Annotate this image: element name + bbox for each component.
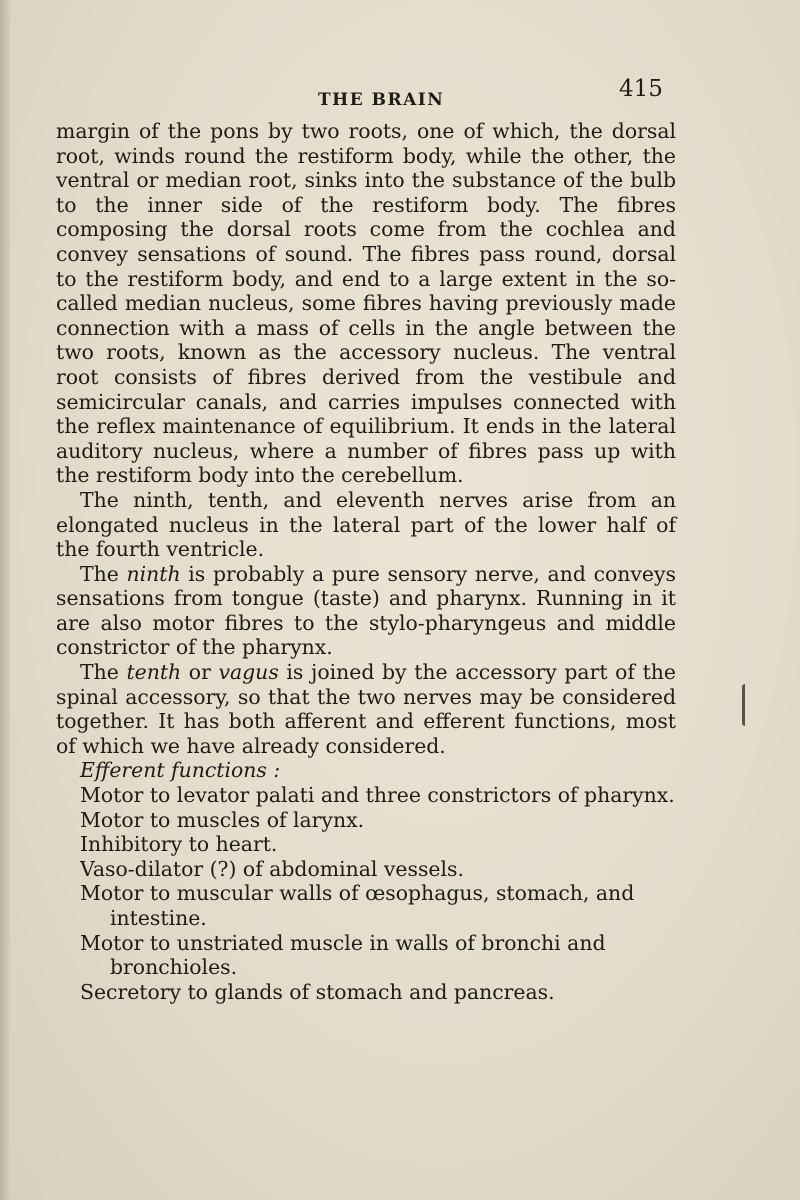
paragraph-auditory-roots: margin of the pons by two roots, one of which, the dorsal root, winds round the restiform body, while the other, the ventral or median root, sinks into the substance of the bulb to the inner side of the restiform body. The fibres composing the dorsal roots come from the cochlea and convey sensations of sound. The fibres pass round, dorsal to the restiform body, and end to a large extent in the so-called median nucleus, some fibres having previously made connection with a mass of cells in the angle between the two roots, known as the accessory nucleus. The ventral root consists of fibres derived from the vestibule and semicircular canals, and carries impulses connected with the reflex maintenance of equilibrium. It ends in the lateral auditory nucleus, where a number of fibres pass up with the restiform body into the cerebellum. <box>56 119 676 488</box>
efferent-functions-list <box>56 783 676 1004</box>
italic-term-tenth: tenth <box>126 660 182 685</box>
paragraph-tenth-nerve <box>56 660 676 758</box>
italic-term-ninth: ninth <box>126 561 181 586</box>
page-header <box>0 76 800 116</box>
margin-bracket-mark <box>742 684 755 726</box>
text-run: is joined by the accessory part of the spinal accessory, so that the two nerves may be considered together. It has both afferent and efferent functions, most of which we have already considered. <box>56 660 676 758</box>
list-item: Motor to muscular walls of œsophagus, stomach, and intestine. <box>80 881 635 930</box>
body-text <box>56 119 676 1004</box>
text-run: The <box>80 561 127 586</box>
page-number: 415 <box>619 76 663 102</box>
page-binding-edge <box>0 0 10 1200</box>
efferent-functions-heading: Efferent functions : <box>80 758 281 783</box>
list-item: Motor to muscles of larynx. <box>80 807 365 832</box>
list-item: Vaso-dilator (?) of abdominal vessels. <box>80 856 464 881</box>
list-item: Motor to unstriated muscle in walls of bronchi and bronchioles. <box>80 930 606 980</box>
paragraph-ninth-tenth-eleventh: The ninth, tenth, and eleventh nerves arise from an elongated nucleus in the lateral part of the lower half of the fourth ventricle. <box>56 487 676 562</box>
text-run: The <box>80 660 127 685</box>
italic-term-vagus: vagus <box>218 660 279 685</box>
list-item: Motor to levator palati and three constrictors of pharynx. <box>80 783 675 808</box>
text-run: or <box>181 660 219 685</box>
list-item: Secretory to glands of stomach and pancreas. <box>80 979 555 1004</box>
text-run: is probably a pure sensory nerve, and conveys sensations from tongue (taste) and pharynx. Running in it are also motor fibres to the stylo-pharyngeus and middle constrictor of the pharynx. <box>56 561 676 660</box>
list-item: Inhibitory to heart. <box>80 832 278 857</box>
paragraph-ninth-nerve <box>56 562 676 660</box>
running-head: THE BRAIN <box>318 90 445 110</box>
